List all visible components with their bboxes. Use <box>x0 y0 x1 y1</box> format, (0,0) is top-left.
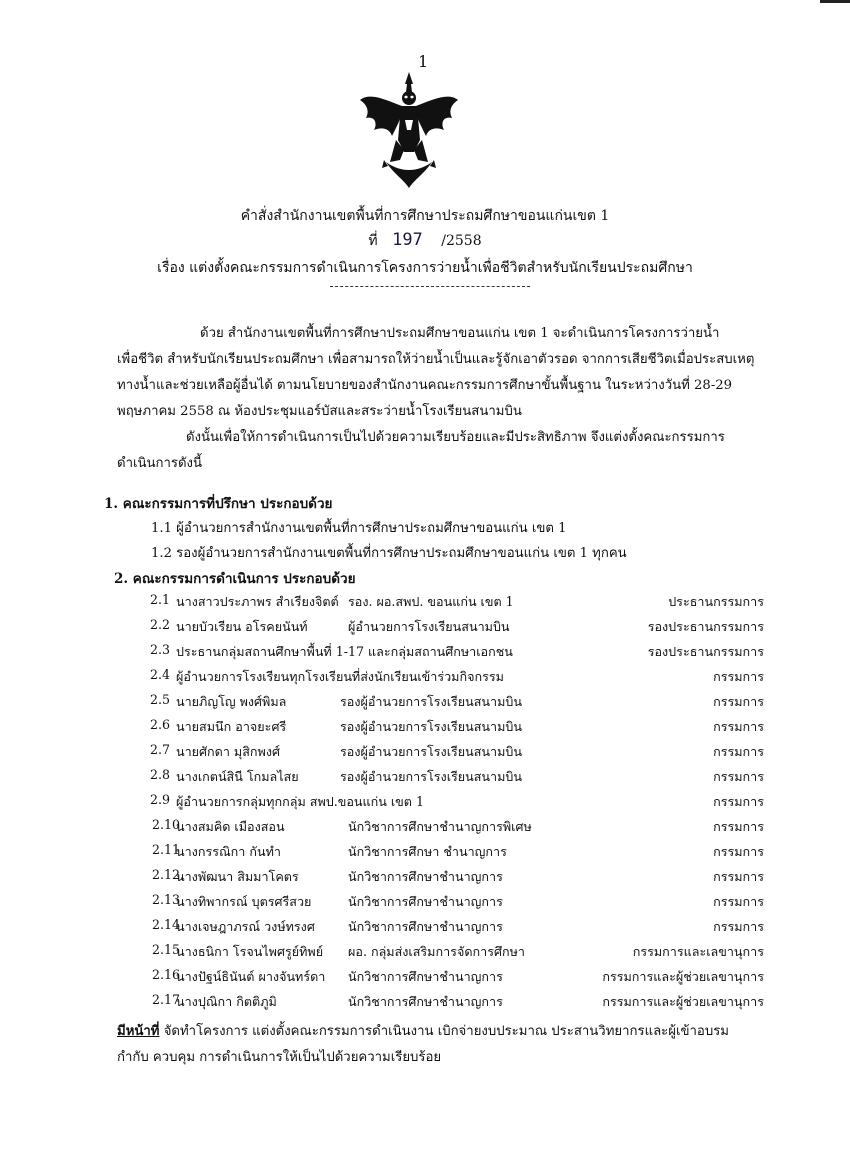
member-position: นักวิชาการศึกษาชำนาญการพิเศษ <box>348 819 532 834</box>
order-subject: เรื่อง แต่งตั้งคณะกรรมการดำเนินการโครงการว่ายน้ำเพื่อชีวิตสำหรับนักเรียนประถมศึกษา <box>157 260 693 276</box>
order-number-year: /2558 <box>441 233 482 249</box>
member-name: นางสาวประภาพร สำเรียงจิตต์ <box>176 594 339 609</box>
order-title: คำสั่งสำนักงานเขตพื้นที่การศึกษาประถมศึกษาขอนแก่นเขต 1 <box>240 208 610 224</box>
member-name: ผู้อำนวยการกลุ่มทุกกลุ่ม สพป.ขอนแก่น เขต 1 <box>176 794 424 809</box>
member-role: ประธานกรรมการ <box>668 594 764 609</box>
duty-text: จัดทำโครงการ แต่งตั้งคณะกรรมการดำเนินงาน เบิกจ่ายงบประมาณ ประสานวิทยากรและผู้เข้าอบรม <box>159 1024 729 1039</box>
section1-item: 1.1 ผู้อำนวยการสำนักงานเขตพื้นที่การศึกษาประถมศึกษาขอนแก่น เขต 1 <box>151 521 567 536</box>
section1-heading: 1. คณะกรรมการที่ปรึกษา ประกอบด้วย <box>104 496 333 512</box>
section2-heading: 2. คณะกรรมการดำเนินการ ประกอบด้วย <box>114 571 356 587</box>
member-name: นางเกตน์สินี โกมลไสย <box>176 769 299 784</box>
member-role: กรรมการ <box>713 844 764 859</box>
member-position: นักวิชาการศึกษาชำนาญการ <box>348 869 503 884</box>
member-role: กรรมการ <box>713 669 764 684</box>
member-role: กรรมการและเลขานุการ <box>632 944 764 959</box>
member-number: 2.11 <box>152 842 181 857</box>
member-position: นักวิชาการศึกษาชำนาญการ <box>348 969 503 984</box>
member-position: รองผู้อำนวยการโรงเรียนสนามบิน <box>340 694 523 709</box>
member-role: กรรมการ <box>713 744 764 759</box>
member-number: 2.5 <box>150 692 171 707</box>
member-name: นางสมคิด เมืองสอน <box>176 819 285 834</box>
member-role: กรรมการ <box>713 719 764 734</box>
member-name: นางพัฒนา สิมมาโคตร <box>176 869 299 884</box>
body-p2-line1: ดังนั้นเพื่อให้การดำเนินการเป็นไปด้วยความเรียบร้อยและมีประสิทธิภาพ จึงแต่งตั้งคณะกรรมการ <box>186 430 725 445</box>
body-p2-line2: ดำเนินการดังนี้ <box>117 456 202 471</box>
member-number: 2.10 <box>152 817 181 832</box>
order-number-handwritten: 197 <box>392 230 423 250</box>
member-name: นางธนิกา โรจนไพศรูย์ทิพย์ <box>176 944 324 959</box>
member-number: 2.12. <box>152 867 185 882</box>
duty-line1 <box>117 1020 729 1041</box>
member-role: กรรมการ <box>713 869 764 884</box>
body-p1-line3: ทางน้ำและช่วยเหลือผู้อื่นได้ ตามนโยบายของสำนักงานคณะกรรมการศึกษาขั้นพื้นฐาน ในระหว่างวันที่ 28-29 <box>117 378 733 393</box>
member-name: นางทิพากรณ์ บุตรศรีสวย <box>176 894 312 909</box>
duty-line2: กำกับ ควบคุม การดำเนินการให้เป็นไปด้วยความเรียบร้อย <box>117 1050 442 1065</box>
member-role: กรรมการและผู้ช่วยเลขานุการ <box>602 969 764 984</box>
member-number: 2.2 <box>150 617 171 632</box>
member-position: ผู้อำนวยการโรงเรียนสนามบิน <box>348 619 510 634</box>
member-name: นางเจษฎาภรณ์ วงษ์ทรงศ <box>176 919 315 934</box>
member-number: 2.6 <box>150 717 171 732</box>
member-position: รองผู้อำนวยการโรงเรียนสนามบิน <box>340 719 523 734</box>
member-role: กรรมการ <box>713 819 764 834</box>
body-p1-line4: พฤษภาคม 2558 ณ ห้องประชุมแอร์บัสและสระว่ายน้ำโรงเรียนสนามบิน <box>117 404 522 419</box>
member-name: ประธานกลุ่มสถานศึกษาพื้นที่ 1-17 และกลุ่มสถานศึกษาเอกชน <box>176 644 513 659</box>
member-number: 2.8 <box>150 767 171 782</box>
member-position: รองผู้อำนวยการโรงเรียนสนามบิน <box>340 744 523 759</box>
member-position: รอง. ผอ.สพป. ขอนแก่น เขต 1 <box>348 594 514 609</box>
member-number: 2.15 <box>152 942 181 957</box>
member-position: รองผู้อำนวยการโรงเรียนสนามบิน <box>340 769 523 784</box>
member-name: นายสมนึก อาจยะศรี <box>176 719 287 734</box>
member-position: นักวิชาการศึกษาชำนาญการ <box>348 919 503 934</box>
scan-edge-mark <box>820 0 850 3</box>
garuda-emblem-icon <box>356 70 462 190</box>
member-name: นางปัฐน์ธินันต์ ผางจันทร์ดา <box>176 969 326 984</box>
member-position: ผอ. กลุ่มส่งเสริมการจัดการศึกษา <box>348 944 525 959</box>
member-role: รองประธานกรรมการ <box>647 644 764 659</box>
member-name: นางกรรณิกา กันทำ <box>176 844 281 859</box>
member-name: นายศักดา มุสิกพงศ์ <box>176 744 280 759</box>
member-role: กรรมการ <box>713 769 764 784</box>
member-name: นายภิญโญ พงศ์พิมล <box>176 694 287 709</box>
body-p1-line2: เพื่อชีวิต สำหรับนักเรียนประถมศึกษา เพื่อสามารถให้ว่ายน้ำเป็นและรู้จักเอาตัวรอด จากการเสียชีวิตเมื่อประสบเหตุ <box>117 352 755 367</box>
member-role: กรรมการและผู้ช่วยเลขานุการ <box>602 994 764 1009</box>
member-name: นางปุณิกา กิตติภูมิ <box>176 994 277 1009</box>
member-name: นายบัวเรียน อโรคยนันท์ <box>176 619 308 634</box>
member-number: 2.16 <box>152 967 181 982</box>
member-position: นักวิชาการศึกษา ชำนาญการ <box>348 844 507 859</box>
section1-item: 1.2 รองผู้อำนวยการสำนักงานเขตพื้นที่การศึกษาประถมศึกษาขอนแก่น เขต 1 ทุกคน <box>151 546 627 561</box>
member-number: 2.1 <box>150 592 171 607</box>
member-role: รองประธานกรรมการ <box>647 619 764 634</box>
member-number: 2.3 <box>150 642 171 657</box>
member-number: 2.9 <box>150 792 171 807</box>
member-number: 2.14 <box>152 917 181 932</box>
member-position: นักวิชาการศึกษาชำนาญการ <box>348 994 503 1009</box>
member-role: กรรมการ <box>713 894 764 909</box>
order-number-label: ที่ <box>368 233 378 249</box>
member-position: นักวิชาการศึกษาชำนาญการ <box>348 894 503 909</box>
duty-label: มีหน้าที่ <box>117 1024 160 1039</box>
member-role: กรรมการ <box>713 919 764 934</box>
order-number-line <box>0 230 850 252</box>
member-number: 2.17 <box>152 992 181 1007</box>
member-role: กรรมการ <box>713 794 764 809</box>
separator-line <box>330 286 530 287</box>
member-number: 2.7 <box>150 742 171 757</box>
member-name: ผู้อำนวยการโรงเรียนทุกโรงเรียนที่ส่งนักเรียนเข้าร่วมกิจกรรม <box>176 669 504 684</box>
member-number: 2.4 <box>150 667 171 682</box>
member-number: 2.13 <box>152 892 181 907</box>
page-number: 1 <box>418 52 429 71</box>
body-p1-line1: ด้วย สำนักงานเขตพื้นที่การศึกษาประถมศึกษาขอนแก่น เขต 1 จะดำเนินการโครงการว่ายน้ำ <box>200 326 720 341</box>
member-role: กรรมการ <box>713 694 764 709</box>
